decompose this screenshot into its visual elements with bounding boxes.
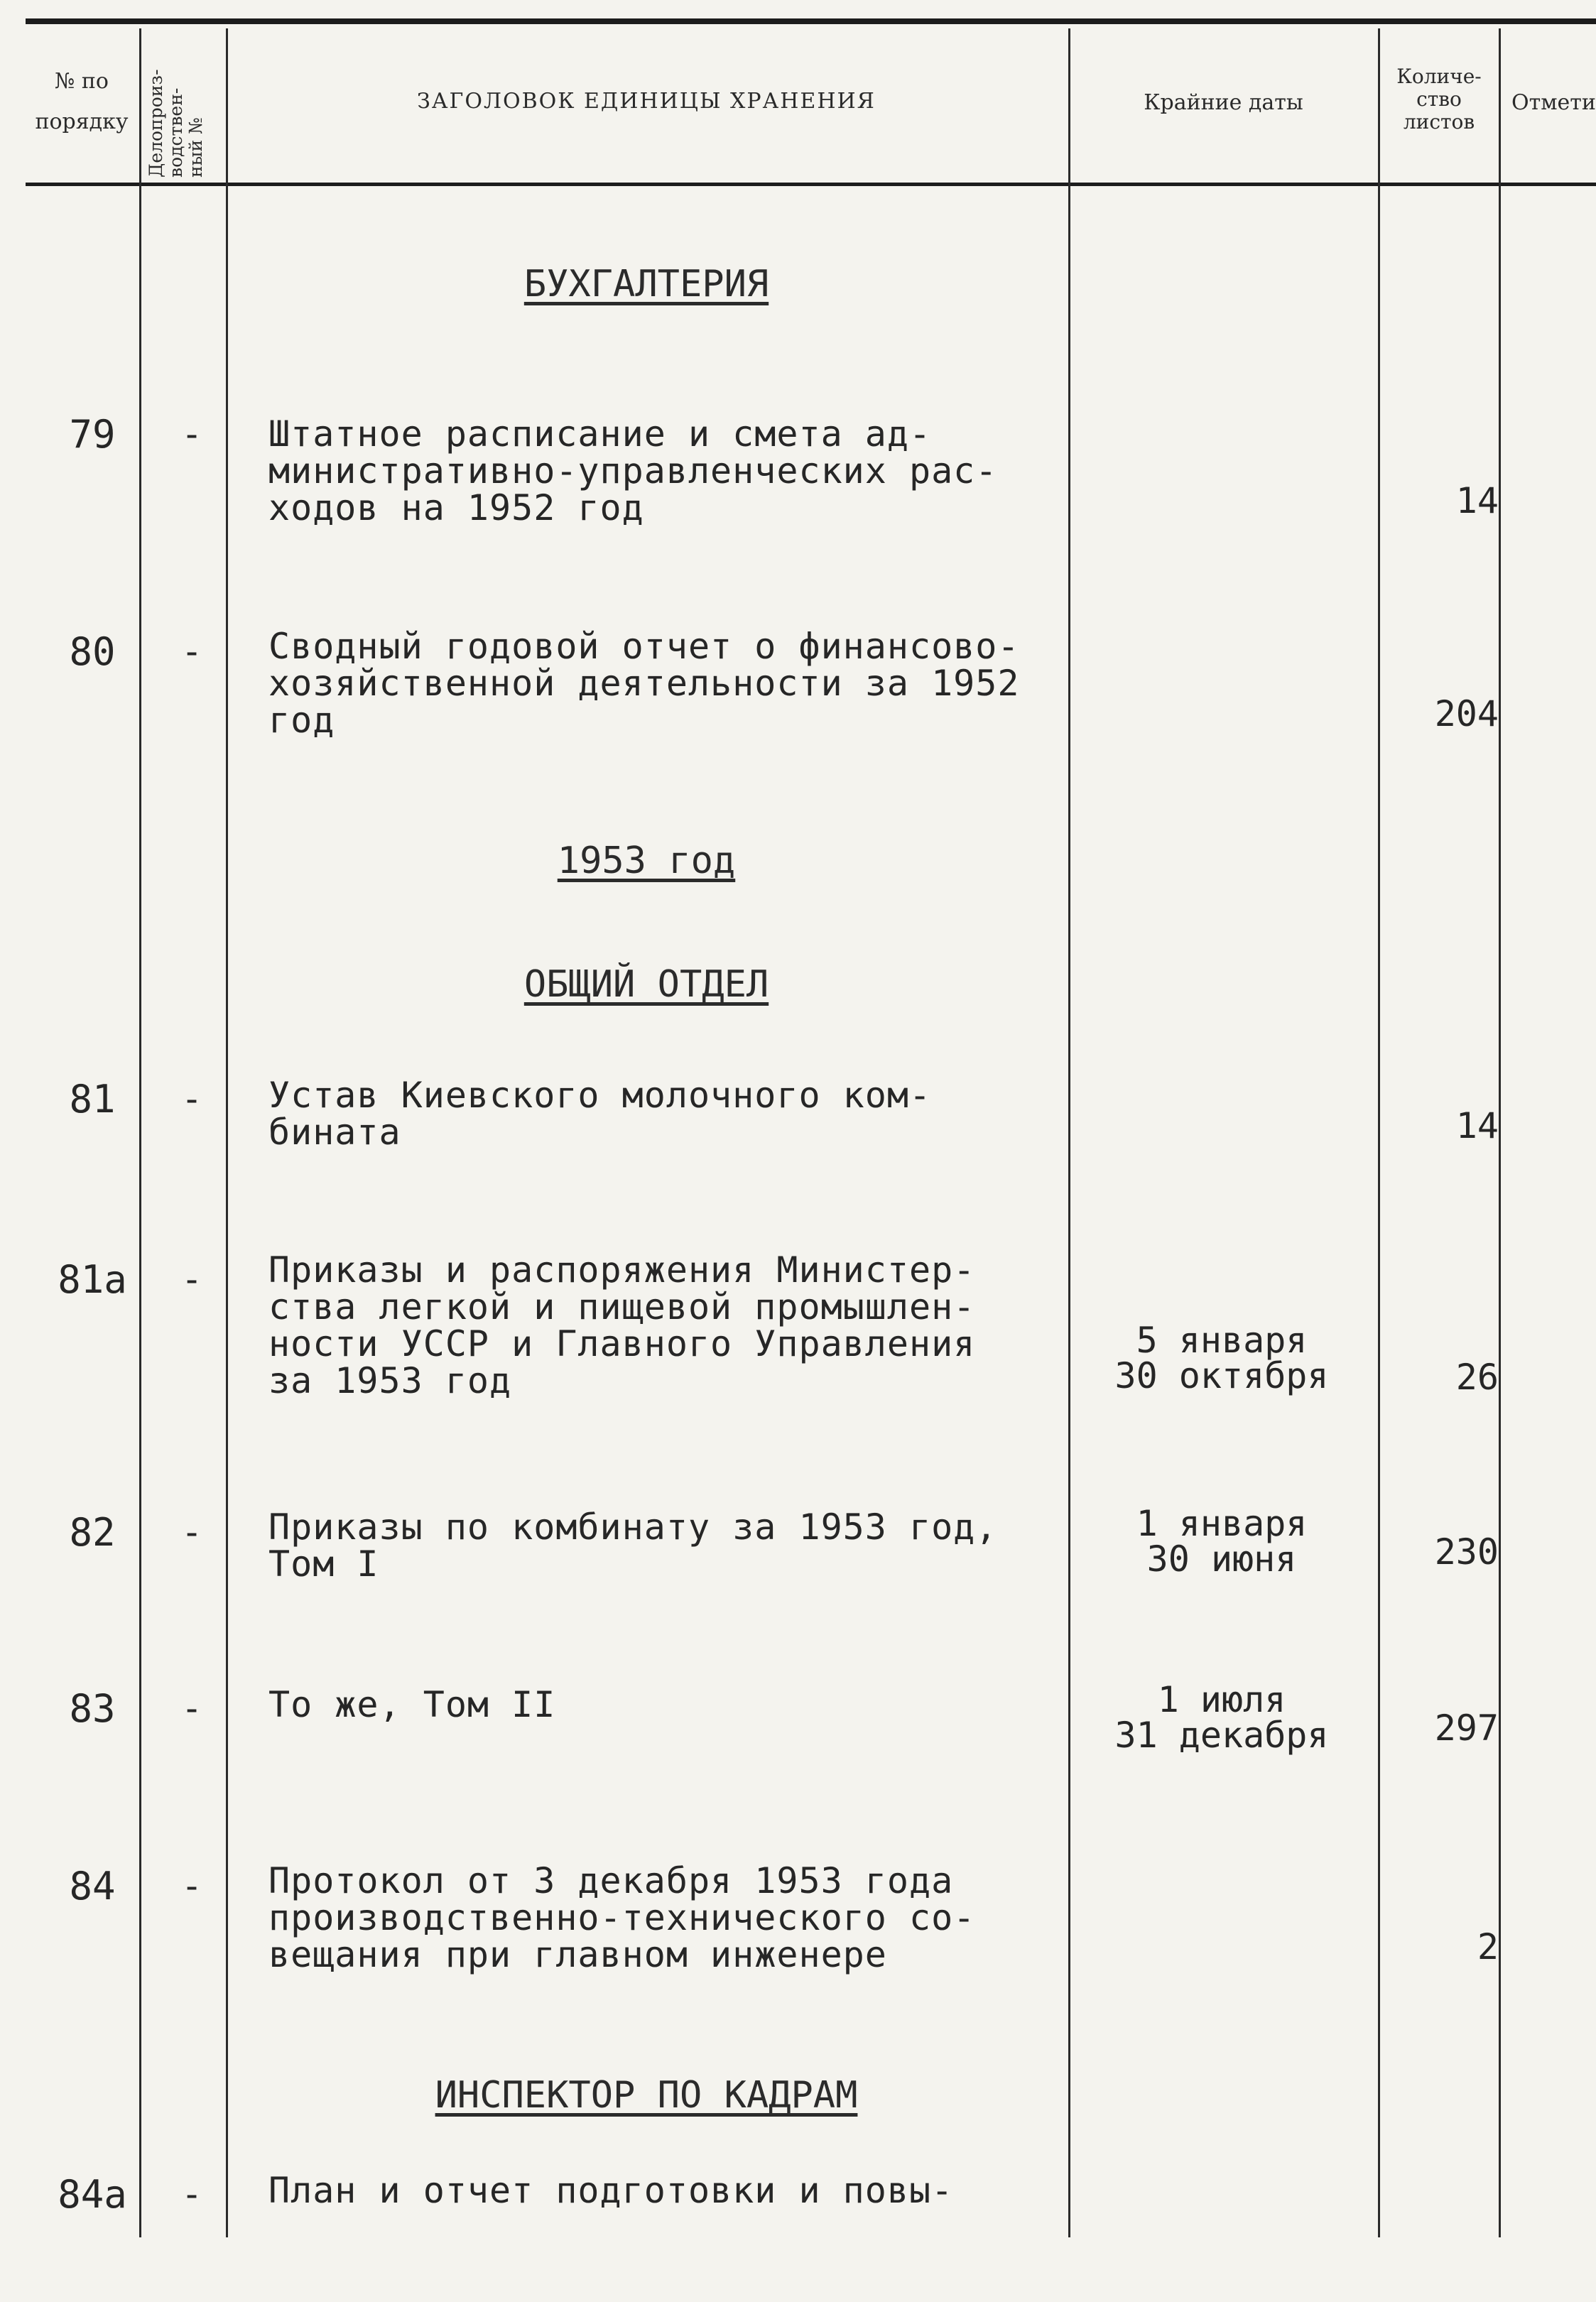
- row-80-title: Сводный годовой отчет о финансово- хозяйственной деятельности за 1952 год: [268, 626, 1020, 741]
- top-rule: [26, 18, 1596, 24]
- row-82-sheets: 230: [1434, 1531, 1499, 1573]
- row-81a-title: Приказы и распоряжения Министер- ства легкой и пищевой промышлен- ности УССР и Главного Управления за 1953 год: [268, 1249, 976, 1401]
- row-83-dates: 1 июля 31 декабря: [1114, 1679, 1329, 1756]
- section-general-department: ОБЩИЙ ОТДЕЛ: [523, 963, 769, 1006]
- row-82-title: Приказы по комбинату за 1953 год, Том I: [268, 1506, 998, 1585]
- row-80-sheets: 204: [1434, 693, 1499, 734]
- header-col-sheets: [1382, 65, 1496, 134]
- row-79-sheets: 14: [1455, 480, 1499, 521]
- row-81-title: Устав Киевского молочного ком- бината: [268, 1075, 932, 1153]
- col-divider-4: [1378, 28, 1380, 2237]
- row-81a-dates: 5 января 30 октября: [1114, 1320, 1329, 1396]
- row-84-number: 84: [69, 1864, 116, 1909]
- row-80-office-number: -: [180, 631, 203, 672]
- header-col-title: ЗАГОЛОВОК ЕДИНИЦЫ ХРАНЕНИЯ: [417, 89, 876, 114]
- row-81a-office-number: -: [180, 1259, 203, 1300]
- row-82-number: 82: [69, 1510, 116, 1555]
- row-84a-number: 84а: [58, 2172, 127, 2217]
- header-col-sheets-line2: ство: [1416, 87, 1462, 112]
- row-79-number: 79: [69, 412, 116, 457]
- row-84-sheets: 2: [1477, 1926, 1499, 1967]
- row-83-office-number: -: [180, 1688, 203, 1729]
- row-81a-number: 81а: [58, 1257, 127, 1302]
- header-col-number-line1: № по: [55, 69, 109, 94]
- header-col-dates: Крайние даты: [1144, 90, 1303, 115]
- section-accounting: БУХГАЛТЕРИЯ: [523, 263, 769, 305]
- row-79-title: Штатное расписание и смета ад- министративно-управленческих рас- ходов на 1952 год: [268, 413, 998, 528]
- row-83-number: 83: [69, 1686, 116, 1731]
- row-79-office-number: -: [180, 413, 203, 455]
- row-84-title: Протокол от 3 декабря 1953 года производственно-технического со- вещания при главном инженере: [268, 1860, 976, 1975]
- section-year-1953: 1953 год: [557, 840, 736, 882]
- header-col-office-line3: ный №: [185, 117, 206, 178]
- row-83-sheets: 297: [1434, 1708, 1499, 1749]
- col-divider-3: [1068, 28, 1070, 2237]
- row-81-office-number: -: [180, 1078, 203, 1119]
- row-84a-title: План и отчет подготовки и повы-: [268, 2170, 954, 2211]
- row-84-office-number: -: [180, 1865, 203, 1906]
- row-81a-sheets: 26: [1455, 1357, 1499, 1398]
- header-col-number-line2: порядку: [35, 109, 129, 134]
- section-hr-inspector: ИНСПЕКТОР ПО КАДРАМ: [435, 2074, 858, 2117]
- header-bottom-rule: [26, 183, 1596, 186]
- col-divider-2: [226, 28, 228, 2237]
- header-col-office-number: [146, 38, 226, 178]
- row-83-title: То же, Том II: [268, 1684, 556, 1725]
- header-col-notes: Отмети: [1511, 91, 1596, 115]
- header-col-number: [28, 70, 135, 134]
- row-80-number: 80: [69, 629, 116, 674]
- row-82-office-number: -: [180, 1511, 203, 1553]
- col-divider-5: [1499, 28, 1501, 2237]
- header-col-sheets-line1: Количе-: [1396, 65, 1482, 88]
- header-col-sheets-line3: листов: [1403, 110, 1475, 134]
- row-81-sheets: 14: [1455, 1105, 1499, 1146]
- row-84a-office-number: -: [180, 2173, 203, 2215]
- row-81-number: 81: [69, 1077, 116, 1122]
- header-col-office-line2: водствен-: [165, 87, 186, 178]
- row-82-dates: 1 января 30 июня: [1136, 1503, 1308, 1580]
- header-col-office-line1: Делопроиз-: [146, 69, 166, 178]
